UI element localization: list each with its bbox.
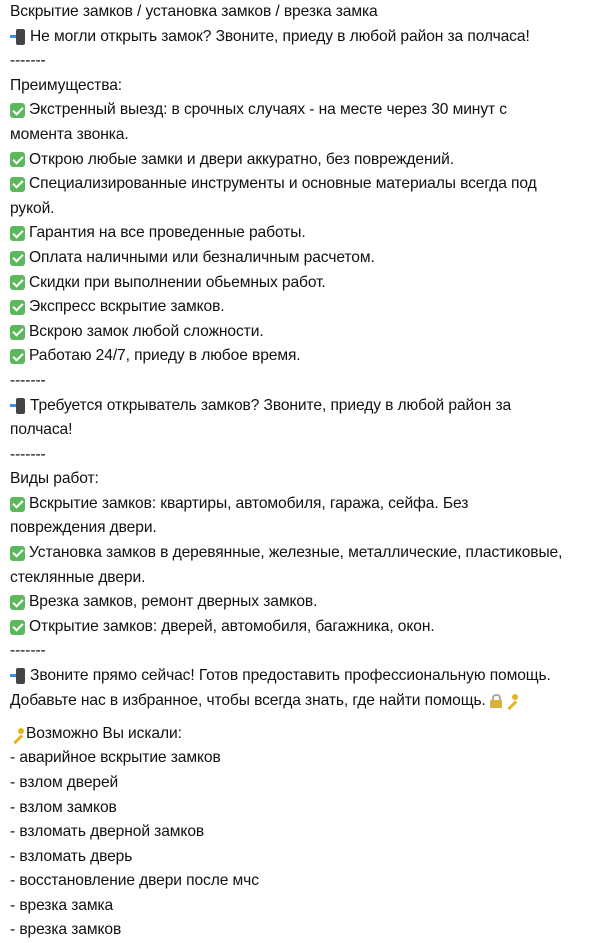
text-line [10, 541, 596, 566]
line-text: - взломать дверь [10, 847, 133, 865]
line-text: рукой. [10, 199, 55, 217]
line-text: - врезка замков [10, 921, 122, 939]
text-line [10, 25, 596, 50]
document-body [10, 0, 596, 943]
key-icon [504, 693, 519, 708]
text-line [10, 746, 596, 771]
check-mark-icon [10, 152, 25, 167]
check-mark-icon [10, 103, 25, 118]
line-text: момента звонка. [10, 125, 129, 143]
text-line [10, 820, 596, 845]
text-line [10, 74, 596, 99]
text-line [10, 172, 596, 197]
line-text: Преимущества: [10, 76, 123, 94]
check-mark-icon [10, 226, 25, 241]
line-text: - взлом дверей [10, 773, 119, 791]
text-line [10, 918, 596, 943]
line-text: Гарантия на все проведенные работы. [29, 224, 306, 242]
check-mark-icon [10, 251, 25, 266]
line-text: Работаю 24/7, приеду в любое время. [29, 347, 301, 365]
text-line [10, 344, 596, 369]
check-mark-icon [10, 546, 25, 561]
line-text: полчаса! [10, 421, 73, 439]
divider [10, 369, 596, 394]
line-text: Добавьте нас в избранное, чтобы всегда знать, где найти помощь. [10, 691, 486, 709]
phone-arrow-icon [10, 668, 26, 684]
check-mark-icon [10, 620, 25, 635]
text-line [10, 246, 596, 271]
line-text: - взломать дверной замков [10, 823, 205, 841]
line-text: ------- [10, 371, 46, 389]
text-line [10, 98, 596, 123]
check-mark-icon [10, 300, 25, 315]
line-text: Специализированные инструменты и основные материалы всегда под [29, 175, 537, 193]
line-text: Вскрытие замков: квартиры, автомобиля, гаража, сейфа. Без [29, 494, 469, 512]
line-text: Оплата наличными или безналичным расчетом. [29, 248, 375, 266]
line-text: ------- [10, 52, 46, 70]
check-mark-icon [10, 497, 25, 512]
check-mark-icon [10, 177, 25, 192]
text-line [10, 796, 596, 821]
line-text: Возможно Вы искали: [26, 724, 182, 742]
line-text: Виды работ: [10, 470, 99, 488]
line-text: - восстановление двери после мчс [10, 872, 259, 890]
text-line [10, 566, 596, 591]
line-text: Экстренный выезд: в срочных случаях - на месте через 30 минут с [29, 101, 507, 119]
text-line [10, 722, 596, 747]
text-line [10, 492, 596, 517]
text-line [10, 467, 596, 492]
text-line [10, 197, 596, 222]
text-line [10, 664, 596, 689]
line-text: Скидки при выполнении обьемных работ. [29, 273, 326, 291]
text-line [10, 869, 596, 894]
line-text: - взлом замков [10, 798, 117, 816]
text-line [10, 590, 596, 615]
divider [10, 639, 596, 664]
phone-arrow-icon [10, 398, 26, 414]
text-line [10, 394, 596, 419]
line-text: Звоните прямо сейчас! Готов предоставить профессиональную помощь. [30, 667, 551, 685]
text-line [10, 320, 596, 345]
check-mark-icon [10, 325, 25, 340]
line-text: Экспресс вскрытие замков. [29, 298, 225, 316]
phone-arrow-icon [10, 29, 26, 45]
line-text: Вскрытие замков / установка замков / врезка замка [10, 3, 378, 20]
line-text: Требуется открыватель замков? Звоните, приеду в любой район за [30, 396, 512, 414]
divider [10, 443, 596, 468]
line-text: Открою любые замки и двери аккуратно, без повреждений. [29, 150, 454, 168]
text-line [10, 894, 596, 919]
key-icon [10, 727, 25, 742]
line-text: - аварийное вскрытие замков [10, 749, 221, 767]
text-line [10, 123, 596, 148]
text-line [10, 516, 596, 541]
line-text: Установка замков в деревянные, железные, металлические, пластиковые, [29, 544, 563, 562]
line-text: ------- [10, 445, 46, 463]
text-line [10, 771, 596, 796]
check-mark-icon [10, 595, 25, 610]
text-line [10, 418, 596, 443]
check-mark-icon [10, 349, 25, 364]
text-line [10, 221, 596, 246]
text-line [10, 689, 596, 714]
line-text: Врезка замков, ремонт дверных замков. [29, 593, 318, 611]
text-line [10, 845, 596, 870]
text-line [10, 615, 596, 640]
text-line [10, 295, 596, 320]
line-text: ------- [10, 642, 46, 660]
line-text: повреждения двери. [10, 519, 157, 537]
lock-icon [490, 694, 502, 708]
line-text: Открытие замков: дверей, автомобиля, багажника, окон. [29, 617, 435, 635]
line-text: стеклянные двери. [10, 568, 146, 586]
text-line [10, 148, 596, 173]
line-text: - врезка замка [10, 896, 114, 914]
text-line [10, 271, 596, 296]
line-text: Не могли открыть замок? Звоните, приеду в любой район за полчаса! [30, 27, 530, 45]
page-title [10, 0, 596, 25]
line-text: Вскрою замок любой сложности. [29, 322, 264, 340]
divider [10, 49, 596, 74]
check-mark-icon [10, 275, 25, 290]
